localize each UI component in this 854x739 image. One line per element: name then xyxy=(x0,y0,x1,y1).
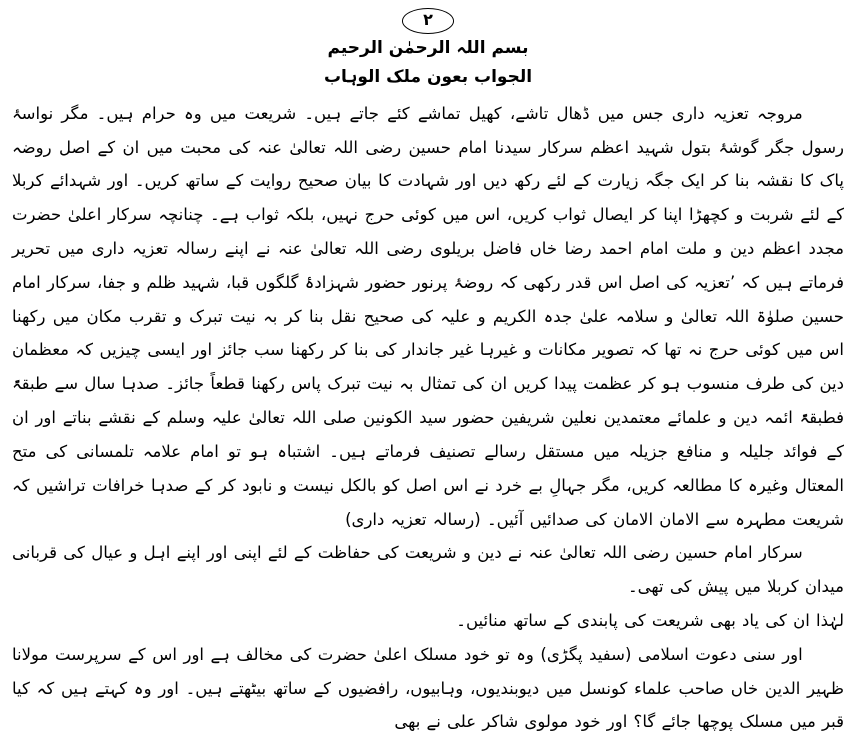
paragraph-sunni-dawat-islami: اور سنی دعوت اسلامی (سفید پگڑی) وہ تو خود مسلک اعلیٰ حضرت کی مخالف ہے اور اس کے سرپرست مولانا ظہیر الدین خاں صاحب علماء کونسل میں دیوبندیوں، وہابیوں، رافضیوں کے ساتھ بیٹھتے ہیں۔ اور وہ کہتے ہیں کہ کیا قبر میں مسلک پوچھا جائے گا؟ اور خود مولوی شاکر علی نے بھی xyxy=(12,644,844,732)
page-number: ۲ xyxy=(402,8,454,34)
answer-heading: الجواب بعون ملک الوہاب xyxy=(323,67,533,88)
page-number-container xyxy=(12,8,844,34)
paragraph-lihaza-note: لہٰذا ان کی یاد بھی شریعت کی پابندی کے ساتھ منائیں۔ xyxy=(456,610,844,630)
paragraph-imam-hussain-sacrifice: سرکار امام حسین رضی اللہ تعالیٰ عنہ نے دین و شریعت کی حفاظت کے لئے اپنی اور اپنے اہل و عیال کی قربانی میدان کربلا میں پیش کی تھی۔ xyxy=(12,543,844,597)
bismillah-heading: بسم اللہ الرحمٰن الرحیم xyxy=(327,37,529,58)
paragraph-tazia-ruling: مروجہ تعزیہ داری جس میں ڈھال تاشے، کھیل تماشے کئے جاتے ہیں۔ شریعت میں وہ حرام ہیں۔ مگر نواسۂ رسول جگر گوشۂ بتول شہید اعظم سرکار سیدنا امام حسین رضی اللہ تعالیٰ عنہ کی محبت میں ان کے اصل روضہ پاک کا نقشہ بنا کر ایک جگہ زیارت کے لئے رکھ دیں اور شہادت کا بیان صحیح روایت کے ساتھ کریں۔ اور شہدائے کربلا کے لئے شربت و کچھڑا اپنا کر ایصال ثواب کریں، اس میں کوئی حرج نہیں، بلکہ ثواب ہے۔ چنانچہ سرکار اعلیٰ حضرت مجدد اعظم دین و ملت امام احمد رضا خاں فاضل بریلوی رضی اللہ تعالیٰ عنہ نے اپنے رسالہ تعزیہ داری میں تحریر فرماتے ہیں کہ ’تعزیہ کی اصل اس قدر رکھی کہ روضۂ پرنور حضور شہزادۂ گلگوں قبا، شہید ظلم و جفا، سرکار امام حسین صلوٰۃ اللہ تعالیٰ و سلامہ علیٰ جدہ الکریم و علیہ کی صحیح نقل بنا کر بہ نیت تبرک و تقرب مکان میں رکھنا اس میں کوئی حرج نہ تھا کہ تصویر مکانات و غیرہا غیر جاندار کی بنا کر رکھنا سب جائز اور ایسی چیزیں کہ معظمان دین کی طرف منسوب ہو کر عظمت پیدا کریں ان کی تمثال بہ نیت تبرک پاس رکھنا قطعاً جائز۔ صدہا سال سے طبقۃً فطبقۃً ائمہ دین و علمائے معتمدین نعلین شریفین حضور سید الکونین صلی اللہ تعالیٰ علیہ وسلم کے نقشے بناتے اور ان کے فوائد جلیلہ و منافع جزیلہ میں مستقل رسالے تصنیف فرماتے ہیں۔ اشتباہ ہو تو امام علامہ تلمسانی کی متح المعتال وغیرہ کا مطالعہ کریں، مگر جہالِ بے خرد نے اس اصل کو بالکل نیست و نابود کر کے صدہا خرافات تراشیں کہ شریعت مطہرہ سے الامان الامان کی صدائیں آئیں۔ (رسالہ تعزیہ داری) xyxy=(12,103,844,529)
